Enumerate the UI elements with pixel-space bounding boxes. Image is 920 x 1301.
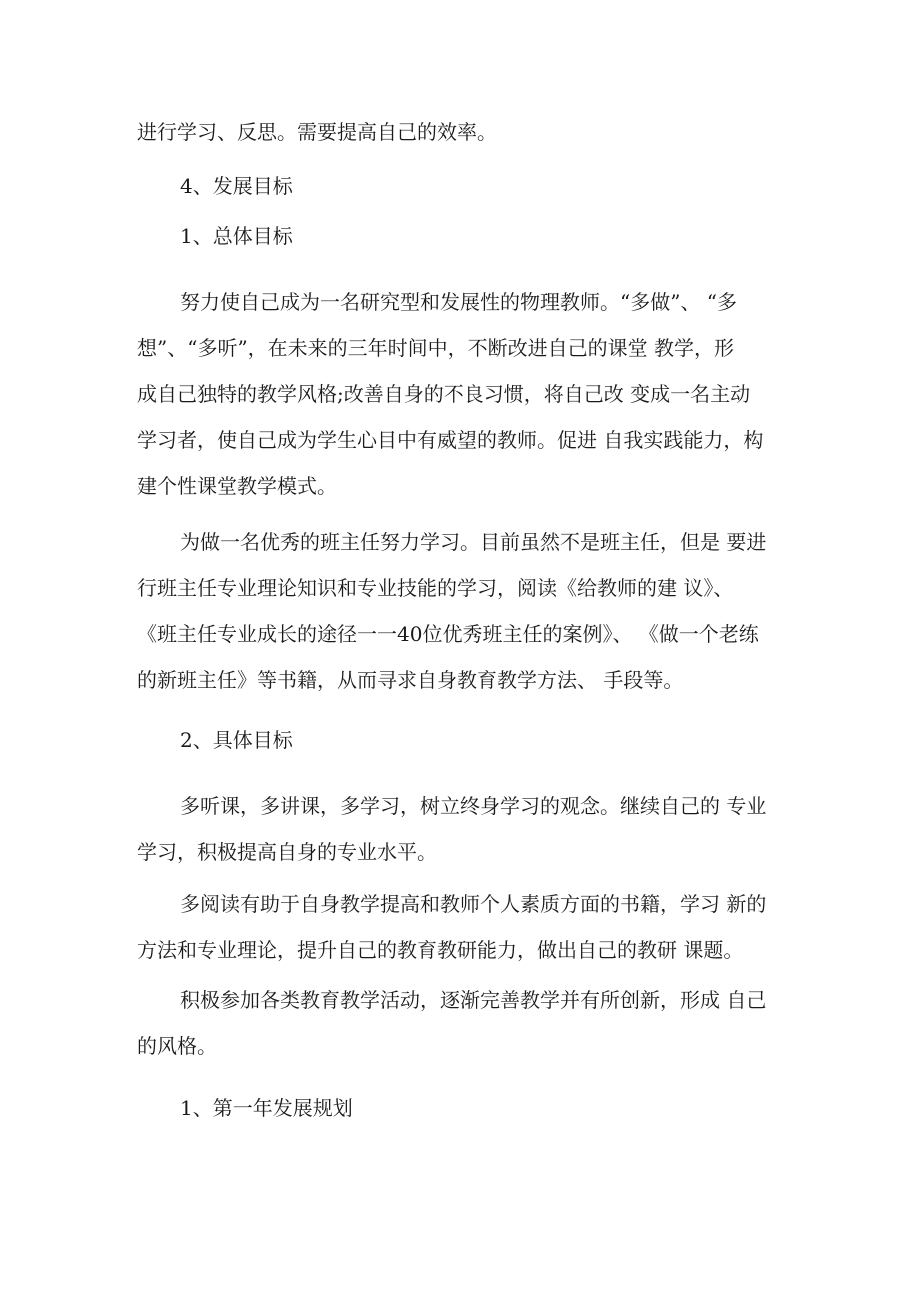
text-line: 的新班主任》等书籍，从而寻求自身教育教学方法、 手段等。 [137, 668, 684, 692]
text-line: 想”、“多听”，在未来的三年时间中，不断改进自己的课堂 教学，形 [137, 336, 735, 360]
text-line: 努力使自己成为一名研究型和发展性的物理教师。“多做”、 “多 [180, 290, 738, 314]
subsection-heading: 1、总体目标 [180, 224, 293, 248]
text-line: 成自己独特的教学风格;改善自身的不良习惯，将自己改 变成一名主动 [137, 382, 751, 406]
text-line: 行班主任专业理论知识和专业技能的学习，阅读《给教师的建 议》、 [137, 576, 734, 600]
section-heading: 4、发展目标 [180, 174, 293, 198]
subsection-heading: 2、具体目标 [180, 728, 293, 752]
text-line: 多听课，多讲课，多学习，树立终身学习的观念。继续自己的 专业 [180, 794, 767, 818]
text-line: 方法和专业理论，提升自己的教育教研能力，做出自己的教研 课题。 [137, 938, 744, 962]
text-line: 《班主任专业成长的途径一一40位优秀班主任的案例》、 《做一个老练 [137, 622, 759, 646]
text-line: 建个性课堂教学模式。 [137, 474, 337, 498]
text-line: 学习者，使自己成为学生心目中有威望的教师。促进 自我实践能力，构 [137, 428, 764, 452]
text-line: 进行学习、反思。需要提高自己的效率。 [137, 120, 497, 144]
text-line: 多阅读有助于自身教学提高和教师个人素质方面的书籍，学习 新的 [180, 892, 767, 916]
text-line: 为做一名优秀的班主任努力学习。目前虽然不是班主任，但是 要进 [180, 530, 767, 554]
text-line: 的风格。 [137, 1034, 217, 1058]
subsection-heading: 1、第一年发展规划 [180, 1096, 353, 1120]
text-line: 积极参加各类教育教学活动，逐渐完善教学并有所创新，形成 自己 [180, 988, 767, 1012]
text-line: 学习，积极提高自身的专业水平。 [137, 840, 437, 864]
